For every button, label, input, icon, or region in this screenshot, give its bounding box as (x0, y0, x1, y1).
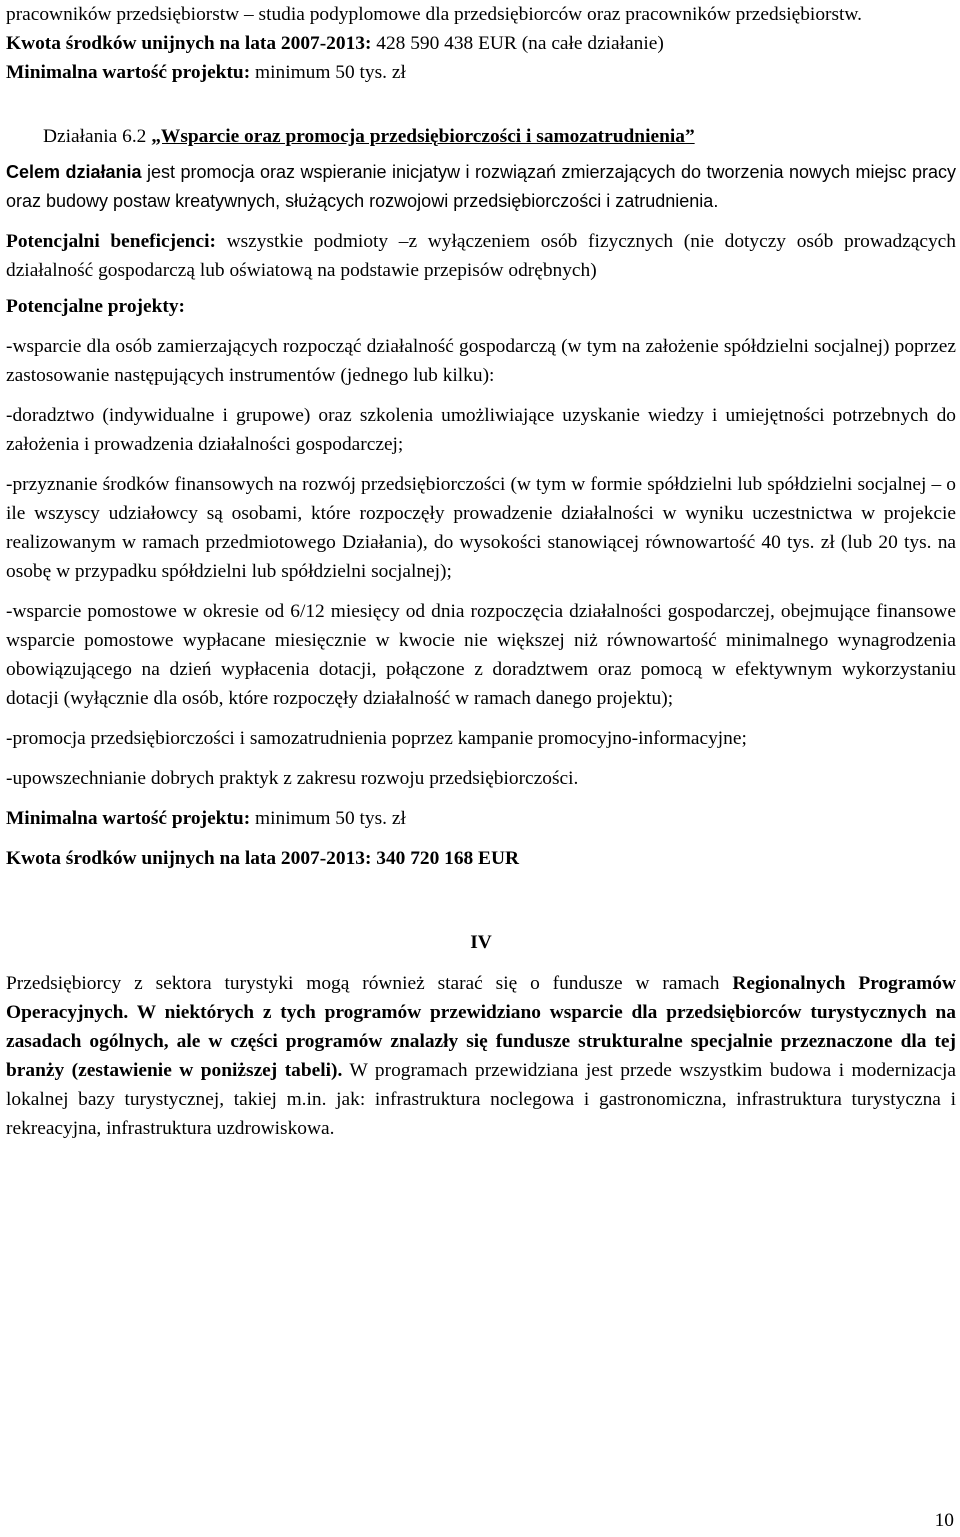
min-value-line (6, 804, 956, 833)
section-intro: Przedsiębiorcy z sektora turystyki mogą również starać się o fundusze w ramach (6, 973, 720, 994)
project-item: -upowszechnianie dobrych praktyk z zakresu rozwoju przedsiębiorczości. (6, 768, 579, 789)
project-item: -promocja przedsiębiorczości i samozatrudnienia poprzez kampanie promocyjno-informacyjne; (6, 728, 747, 749)
document-page (6, 0, 956, 1143)
min-value-line-top (6, 58, 956, 87)
beneficiaries-paragraph (6, 227, 956, 285)
project-item: -doradztwo (indywidualne i grupowe) oraz szkolenia umożliwiające uzyskanie wiedzy i umiejętności potrzebnych do założenia i prowadzenia działalności gospodarczej; (6, 405, 956, 455)
section-paragraph (6, 969, 956, 1143)
section-numeral: IV (470, 932, 492, 953)
funds-line-top (6, 29, 956, 58)
min-value-label: Minimalna wartość projektu: (6, 62, 251, 83)
goal-paragraph (6, 158, 956, 216)
funds-label: Kwota środków unijnych na lata 2007-2013: (6, 33, 372, 54)
min-value-text: minimum 50 tys. zł (255, 808, 406, 829)
section-bold-text: Regionalnych Programów Operacyjnych. W niektórych z tych programów przewidziano wsparcie dla przedsiębiorców turystycznych na zasadach ogólnych, ale w części programów znalazły się fundusze strukturalne specjalnie przeznaczone dla tej branży (zestawienie w poniższej tabeli). (6, 973, 956, 1081)
project-item: -wsparcie dla osób zamierzających rozpocząć działalność gospodarczą (w tym na założenie spółdzielni socjalnej) poprzez zastosowanie następujących instrumentów (jednego lub kilku): (6, 336, 956, 386)
project-item: -przyznanie środków finansowych na rozwój przedsiębiorczości (w tym w formie spółdzielni lub spółdzielni socjalnej – o ile wszyscy udziałowcy są osobami, które rozpoczęły prowadzenie działalności w wyniku uczestnictwa w projekcie realizowanym w ramach przedmiotowego Działania), do wysokości stanowiącej równowartość 40 tys. zł (lub 20 tys. na osobę w przypadku spółdzielni lub spółdzielni socjalnej); (6, 474, 956, 582)
min-value-label: Minimalna wartość projektu: (6, 808, 251, 829)
page-number: 10 (934, 1510, 954, 1531)
funds-line: Kwota środków unijnych na lata 2007-2013: 340 720 168 EUR (6, 848, 519, 869)
beneficiaries-label: Potencjalni beneficjenci: (6, 231, 216, 252)
projects-label: Potencjalne projekty: (6, 296, 185, 317)
action-heading-title: „Wsparcie oraz promocja przedsiębiorczości i samozatrudnienia” (151, 126, 695, 147)
goal-label: Celem działania (6, 162, 142, 182)
section-tail-text: W programach przewidziana jest przede wszystkim budowa i modernizacja lokalnej bazy turystycznej, takiej m.in. jak: infrastruktura noclegowa i gastronomiczna, infrastruktura turystyczna i rekreacyjna, infrastruktura uzdrowiskowa. (6, 1060, 956, 1139)
continuation-paragraph: pracowników przedsiębiorstw – studia podyplomowe dla przedsiębiorców oraz pracowników przedsiębiorstw. (6, 4, 862, 25)
funds-value: 428 590 438 EUR (na całe działanie) (376, 33, 664, 54)
goal-text: jest promocja oraz wspieranie inicjatyw i rozwiązań zmierzających do tworzenia nowych miejsc pracy oraz budowy postaw kreatywnych, służących rozwojowi przedsiębiorczości i zatrudnienia. (6, 162, 956, 211)
min-value-text: minimum 50 tys. zł (255, 62, 406, 83)
beneficiaries-text: wszystkie podmioty –z wyłączeniem osób fizycznych (nie dotyczy osób prowadzących działalność gospodarczą lub oświatową na podstawie przepisów odrębnych) (6, 231, 956, 281)
action-heading-prefix: Działania 6.2 (43, 126, 147, 147)
project-item: -wsparcie pomostowe w okresie od 6/12 miesięcy od dnia rozpoczęcia działalności gospodarczej, obejmujące finansowe wsparcie pomostowe wypłacane miesięcznie w kwocie nie większej niż równowartość minimalnego wynagrodzenia obowiązującego na dzień wypłacenia dotacji, połączone z doradztwem oraz pomocą w efektywnym wykorzystaniu dotacji (wyłącznie dla osób, które rozpoczęły działalność w ramach danego projektu); (6, 601, 956, 709)
action-heading (6, 122, 956, 151)
